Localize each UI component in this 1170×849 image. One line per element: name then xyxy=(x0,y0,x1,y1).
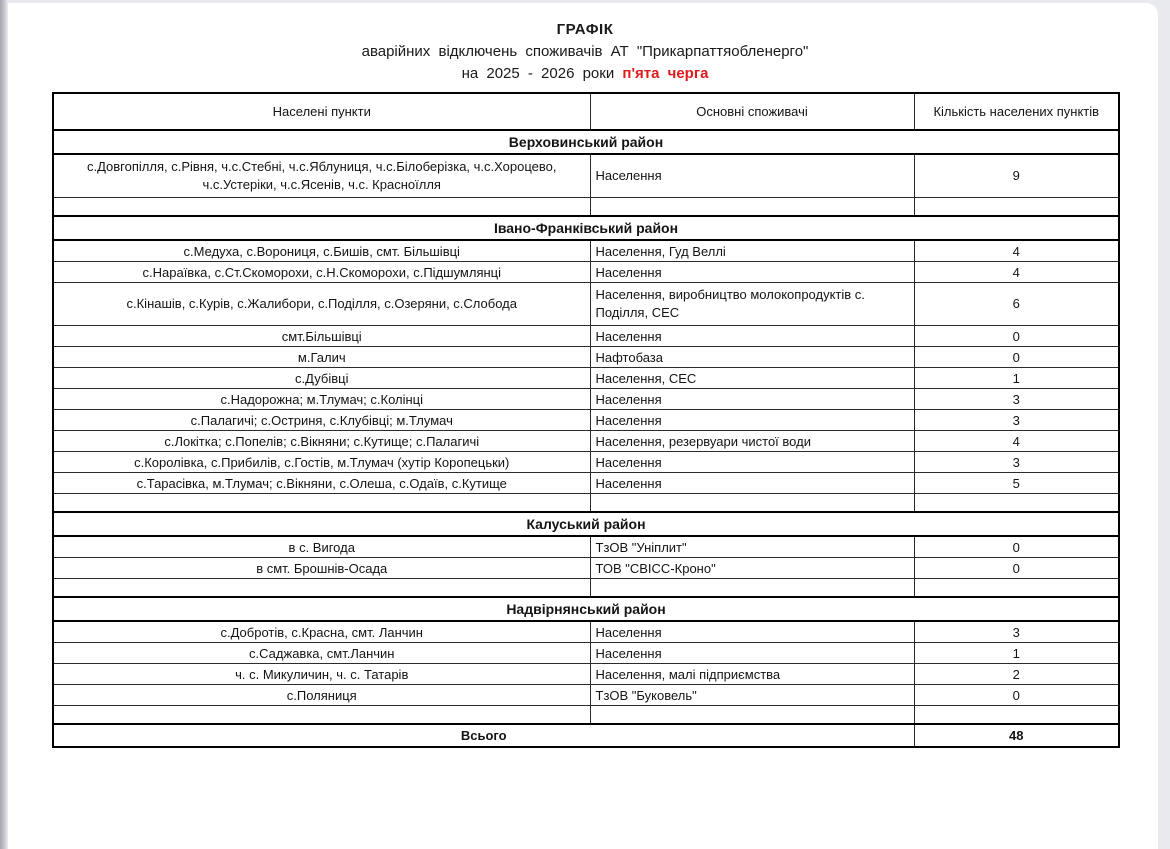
total-row xyxy=(53,724,1119,747)
spacer-row xyxy=(53,579,1119,598)
table-row xyxy=(53,643,1119,664)
table-row xyxy=(53,536,1119,558)
table-body xyxy=(53,130,1119,724)
table-row xyxy=(53,347,1119,368)
consumers-cell: Населення, СЕС xyxy=(590,368,914,389)
consumers-cell xyxy=(590,198,914,217)
count-cell: 9 xyxy=(914,154,1119,198)
count-cell: 3 xyxy=(914,410,1119,431)
table-row xyxy=(53,262,1119,283)
consumers-cell: Населення xyxy=(590,621,914,643)
settlements-cell: в с. Вигода xyxy=(53,536,590,558)
settlements-cell: смт.Більшівці xyxy=(53,326,590,347)
outage-schedule-table xyxy=(52,92,1120,748)
table-row xyxy=(53,621,1119,643)
total-value: 48 xyxy=(914,724,1119,747)
table-row xyxy=(53,389,1119,410)
col-header-count: Кількість населених пунктів xyxy=(914,93,1119,130)
spacer-row xyxy=(53,494,1119,513)
consumers-cell: ТОВ "СВІСС-Кроно" xyxy=(590,558,914,579)
section-header: Верховинський район xyxy=(53,130,1119,154)
section-header-row xyxy=(53,216,1119,240)
section-header: Надвірнянський район xyxy=(53,597,1119,621)
table-row xyxy=(53,558,1119,579)
settlements-cell: ч. с. Микуличин, ч. с. Татарів xyxy=(53,664,590,685)
settlements-cell: с.Довгопілля, с.Рівня, ч.с.Стебні, ч.с.Яблуниця, ч.с.Білоберізка, ч.с.Хороцево, ч.с.Устеріки, ч.с.Ясенів, ч.с. Красноїлля xyxy=(53,154,590,198)
title-line2: аварійних відключень споживачів АТ "Прикарпаттяобленерго" xyxy=(361,43,809,60)
settlements-cell: с.Медуха, с.Ворониця, с.Бишів, смт. Більшівці xyxy=(53,240,590,262)
count-cell: 5 xyxy=(914,473,1119,494)
consumers-cell: Населення, Гуд Веллі xyxy=(590,240,914,262)
count-cell: 1 xyxy=(914,643,1119,664)
consumers-cell: Населення xyxy=(590,154,914,198)
count-cell xyxy=(914,706,1119,725)
table-row xyxy=(53,240,1119,262)
title-line3-prefix: на 2025 - 2026 роки xyxy=(461,65,623,82)
consumers-cell: Населення, виробництво молокопродуктів с. Поділля, СЕС xyxy=(590,283,914,326)
consumers-cell: Населення, резервуари чистої води xyxy=(590,431,914,452)
settlements-cell: с.Поляниця xyxy=(53,685,590,706)
spacer-row xyxy=(53,706,1119,725)
count-cell: 3 xyxy=(914,452,1119,473)
table-row xyxy=(53,326,1119,347)
table-header-row xyxy=(53,93,1119,130)
consumers-cell xyxy=(590,494,914,513)
settlements-cell xyxy=(53,706,590,725)
col-header-consumers: Основні споживачі xyxy=(590,93,914,130)
count-cell: 3 xyxy=(914,621,1119,643)
section-header-row xyxy=(53,512,1119,536)
col-header-settlements: Населені пункти xyxy=(53,93,590,130)
consumers-cell: Населення, малі підприємства xyxy=(590,664,914,685)
consumers-cell: Населення xyxy=(590,410,914,431)
document-title-block xyxy=(52,19,1118,85)
table-row xyxy=(53,410,1119,431)
spacer-row xyxy=(53,198,1119,217)
consumers-cell xyxy=(590,579,914,598)
settlements-cell: с.Палагичі; с.Остриня, с.Клубівці; м.Тлумач xyxy=(53,410,590,431)
settlements-cell xyxy=(53,579,590,598)
section-header-row xyxy=(53,130,1119,154)
total-label: Всього xyxy=(53,724,914,747)
count-cell: 2 xyxy=(914,664,1119,685)
settlements-cell: в смт. Брошнів-Осада xyxy=(53,558,590,579)
consumers-cell: ТзОВ "Уніплит" xyxy=(590,536,914,558)
settlements-cell: с.Саджавка, смт.Ланчин xyxy=(53,643,590,664)
consumers-cell xyxy=(590,706,914,725)
table-row xyxy=(53,473,1119,494)
section-header-row xyxy=(53,597,1119,621)
count-cell: 0 xyxy=(914,326,1119,347)
title-line1: ГРАФІК xyxy=(556,21,614,38)
count-cell xyxy=(914,494,1119,513)
table-row xyxy=(53,685,1119,706)
settlements-cell: с.Добротів, с.Красна, смт. Ланчин xyxy=(53,621,590,643)
consumers-cell: Нафтобаза xyxy=(590,347,914,368)
page-left-shadow xyxy=(0,0,8,849)
count-cell: 6 xyxy=(914,283,1119,326)
settlements-cell: с.Дубівці xyxy=(53,368,590,389)
settlements-cell: с.Надорожна; м.Тлумач; с.Колінці xyxy=(53,389,590,410)
count-cell: 3 xyxy=(914,389,1119,410)
table-row xyxy=(53,154,1119,198)
consumers-cell: ТзОВ "Буковель" xyxy=(590,685,914,706)
table-row xyxy=(53,431,1119,452)
settlements-cell: с.Королівка, с.Прибилів, с.Гостів, м.Тлумач (хутір Коропецьки) xyxy=(53,452,590,473)
document-sheet xyxy=(8,3,1158,849)
settlements-cell: с.Тарасівка, м.Тлумач; с.Вікняни, с.Олеша, с.Одаїв, с.Кутище xyxy=(53,473,590,494)
count-cell xyxy=(914,198,1119,217)
table-row xyxy=(53,452,1119,473)
table-row xyxy=(53,664,1119,685)
count-cell: 0 xyxy=(914,536,1119,558)
table-row xyxy=(53,368,1119,389)
settlements-cell: с.Нараївка, с.Ст.Скоморохи, с.Н.Скоморохи, с.Підшумлянці xyxy=(53,262,590,283)
settlements-cell xyxy=(53,494,590,513)
consumers-cell: Населення xyxy=(590,262,914,283)
count-cell xyxy=(914,579,1119,598)
count-cell: 4 xyxy=(914,240,1119,262)
settlements-cell: с.Локітка; с.Попелів; с.Вікняни; с.Кутище; с.Палагичі xyxy=(53,431,590,452)
count-cell: 0 xyxy=(914,558,1119,579)
count-cell: 0 xyxy=(914,685,1119,706)
table-row xyxy=(53,283,1119,326)
count-cell: 4 xyxy=(914,431,1119,452)
title-line3-highlight: п'ята черга xyxy=(622,65,709,82)
settlements-cell: с.Кінашів, с.Курів, с.Жалибори, с.Поділля, с.Озеряни, с.Слобода xyxy=(53,283,590,326)
consumers-cell: Населення xyxy=(590,452,914,473)
consumers-cell: Населення xyxy=(590,643,914,664)
settlements-cell: м.Галич xyxy=(53,347,590,368)
count-cell: 0 xyxy=(914,347,1119,368)
section-header: Івано-Франківський район xyxy=(53,216,1119,240)
consumers-cell: Населення xyxy=(590,473,914,494)
title-line3 xyxy=(52,63,1118,85)
consumers-cell: Населення xyxy=(590,326,914,347)
count-cell: 4 xyxy=(914,262,1119,283)
consumers-cell: Населення xyxy=(590,389,914,410)
settlements-cell xyxy=(53,198,590,217)
count-cell: 1 xyxy=(914,368,1119,389)
section-header: Калуський район xyxy=(53,512,1119,536)
